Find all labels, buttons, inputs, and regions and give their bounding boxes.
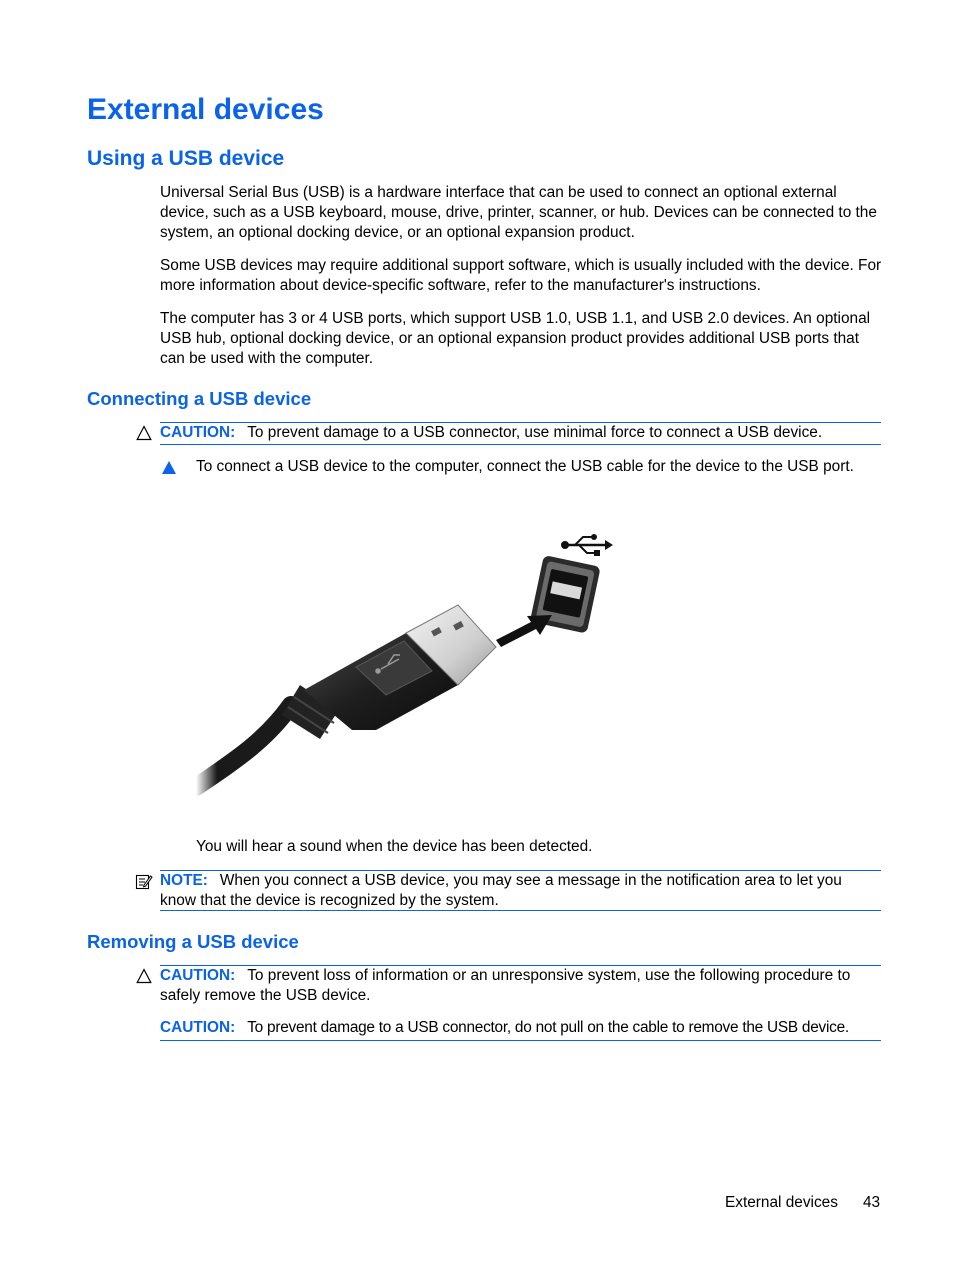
caution-text: To prevent damage to a USB connector, do not pull on the cable to remove the USB device. [247,1019,849,1036]
note-text: When you connect a USB device, you may see a message in the notification area to let you know that the device is recognized by the system. [160,872,842,909]
connecting-heading: Connecting a USB device [87,388,312,409]
note-label: NOTE: [160,872,208,889]
paragraph-support-software: Some USB devices may require additional support software, which is usually included with the device. For more information about device-specific software, refer to the manufacturer's instructions. [160,257,882,294]
caution-label: CAUTION: [160,967,236,984]
page-title: External devices [87,93,324,126]
footer-section: External devices [725,1194,838,1211]
usb-plug [304,605,496,730]
detection-sound-text: You will hear a sound when the device has been detected. [196,838,593,855]
section-heading: Using a USB device [87,147,285,170]
caution-text: To prevent damage to a USB connector, use minimal force to connect a USB device. [247,424,823,441]
caution-icon [136,425,152,441]
page-number: 43 [863,1194,881,1211]
caution-notice-data-loss [160,965,881,1007]
paragraph-usb-intro: Universal Serial Bus (USB) is a hardware interface that can be used to connect an optional external device, such as a USB keyboard, mouse, drive, printer, scanner, or hub. Devices can be connected to the system, an optional docking device, or an optional expansion product. [160,184,877,241]
insert-arrow-icon [496,615,552,647]
caution-notice-connect [160,422,881,445]
step-text: To connect a USB device to the computer, connect the USB cable for the device to the USB port. [196,458,854,475]
usb-symbol-icon [561,534,613,556]
usb-connection-illustration [196,525,616,805]
note-icon [135,873,153,891]
removing-heading: Removing a USB device [87,931,299,952]
caution-text: To prevent loss of information or an unresponsive system, use the following procedure to safely remove the USB device. [160,967,851,1004]
paragraph-usb-ports: The computer has 3 or 4 USB ports, which support USB 1.0, USB 1.1, and USB 2.0 devices. An optional USB hub, optional docking device, or an optional expansion product provides additional USB ports that can be used with the computer. [160,310,871,367]
caution-label: CAUTION: [160,424,236,441]
caution-notice-cable [160,1018,881,1041]
caution-icon [136,968,152,984]
step-triangle-icon [161,460,177,475]
caution-label: CAUTION: [160,1019,236,1036]
note-notice [160,870,881,911]
